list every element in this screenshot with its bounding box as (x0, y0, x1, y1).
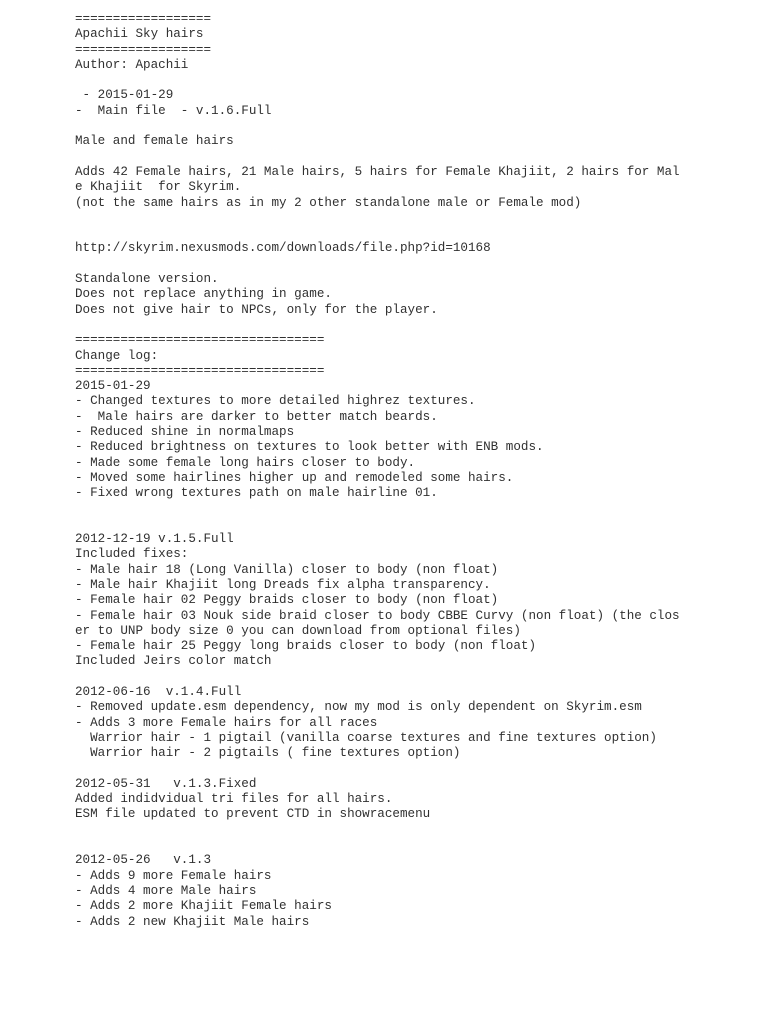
text-line: ================================= (75, 363, 325, 378)
text-line: http://skyrim.nexusmods.com/downloads/file.php?id=10168 (75, 241, 491, 256)
text-line: - Main file - v.1.6.Full (75, 103, 272, 118)
text-line: - Reduced brightness on textures to look better with ENB mods. (75, 440, 544, 455)
text-line: ================== (75, 12, 212, 26)
text-line: Apachii Sky hairs (75, 27, 204, 42)
text-line: 2012-12-19 v.1.5.Full (75, 532, 234, 547)
text-line: - Female hair 03 Nouk side braid closer to body CBBE Curvy (non float) (the clos (75, 608, 680, 623)
text-line (75, 318, 755, 333)
text-line (75, 762, 755, 777)
text-line: - Adds 2 new Khajiit Male hairs (75, 914, 310, 929)
text-line: - Removed update.esm dependency, now my mod is only dependent on Skyrim.esm (75, 700, 642, 715)
text-line (75, 257, 755, 272)
text-line: Author: Apachii (75, 57, 189, 72)
text-line: Standalone version. (75, 272, 219, 287)
text-line (75, 838, 755, 853)
text-line: - Female hair 02 Peggy braids closer to body (non float) (75, 593, 499, 608)
text-line (75, 73, 755, 88)
text-line: - Male hair Khajiit long Dreads fix alpha transparency. (75, 577, 491, 592)
text-line: Warrior hair - 1 pigtail (vanilla coarse textures and fine textures option) (75, 730, 657, 745)
text-line (75, 211, 755, 226)
text-line: 2012-05-26 v.1.3 (75, 853, 212, 868)
text-line: 2012-05-31 v.1.3.Fixed (75, 776, 257, 791)
text-line (75, 226, 755, 241)
text-line: ================================= (75, 333, 325, 348)
text-line: - Changed textures to more detailed highrez textures. (75, 394, 476, 409)
text-line: - Moved some hairlines higher up and remodeled some hairs. (75, 470, 514, 485)
text-line (75, 150, 755, 165)
text-line: - Adds 2 more Khajiit Female hairs (75, 899, 332, 914)
text-line: - Male hairs are darker to better match beards. (75, 409, 438, 424)
text-line: Included Jeirs color match (75, 654, 272, 669)
text-line (75, 670, 755, 685)
text-line: 2012-06-16 v.1.4.Full (75, 685, 242, 700)
text-line: - Male hair 18 (Long Vanilla) closer to body (non float) (75, 562, 499, 577)
text-line: - Adds 4 more Male hairs (75, 883, 257, 898)
text-line: Warrior hair - 2 pigtails ( fine textures option) (75, 746, 461, 761)
text-line: - Female hair 25 Peggy long braids closer to body (non float) (75, 639, 537, 654)
text-line: Included fixes: (75, 547, 189, 562)
text-line: ESM file updated to prevent CTD in showracemenu (75, 807, 431, 822)
text-line: (not the same hairs as in my 2 other standalone male or Female mod) (75, 195, 582, 210)
text-line: er to UNP body size 0 you can download from optional files) (75, 623, 521, 638)
text-line: Change log: (75, 348, 159, 363)
text-line: Does not replace anything in game. (75, 287, 332, 302)
text-line: - 2015-01-29 (75, 88, 174, 103)
text-line (75, 517, 755, 532)
text-line: - Reduced shine in normalmaps (75, 425, 295, 440)
text-line (75, 119, 755, 134)
text-line (75, 502, 755, 517)
text-line: 2015-01-29 (75, 379, 151, 394)
text-line: ================== (75, 42, 212, 57)
text-line: Male and female hairs (75, 134, 234, 149)
text-line: Adds 42 Female hairs, 21 Male hairs, 5 hairs for Female Khajiit, 2 hairs for Mal (75, 164, 680, 179)
text-line: Added indidvidual tri files for all hairs. (75, 792, 393, 807)
text-line (75, 823, 755, 838)
text-line: - Made some female long hairs closer to body. (75, 455, 416, 470)
text-line: e Khajiit for Skyrim. (75, 180, 242, 195)
text-line: - Adds 9 more Female hairs (75, 868, 272, 883)
document-text (75, 12, 755, 930)
text-line: - Adds 3 more Female hairs for all races (75, 715, 378, 730)
text-line: Does not give hair to NPCs, only for the player. (75, 302, 438, 317)
text-line: - Fixed wrong textures path on male hairline 01. (75, 486, 438, 501)
